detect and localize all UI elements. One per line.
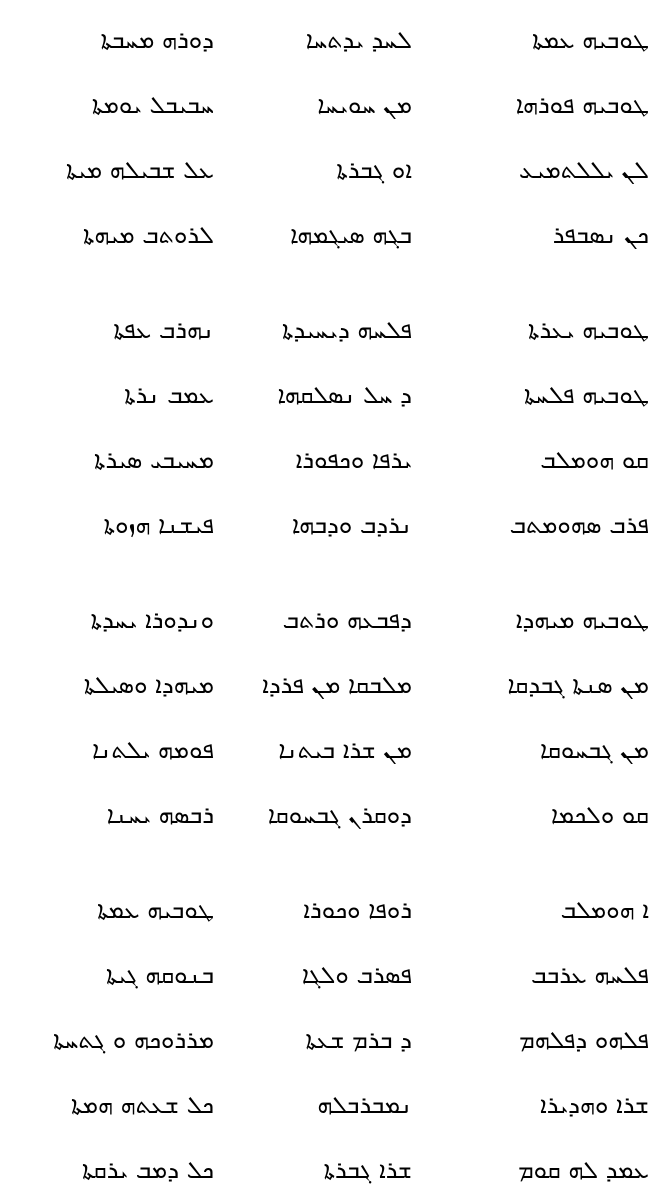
stanza-2 — [0, 298, 649, 558]
verse-segment-right: ܩܘ ܗܘܡܠܒ — [540, 447, 649, 474]
verse-row — [0, 298, 649, 363]
verse-segment-middle: ܕ ܚܠ ܢܣܠܩܗܐ — [277, 382, 412, 409]
verse-segment-middle: ܐܘ ܓܒܪܬܐ — [336, 157, 412, 184]
verse-segment-right: ܩܘ ܘܠܟܡܐ — [551, 802, 649, 829]
verse-segment-middle: ܒܓܗ ܣܝܓܡܗܐ — [290, 222, 412, 249]
verse-segment-right: ܦܠܚܗ ܥܪܒܒ — [530, 962, 649, 989]
verse-segment-right: ܡܢ ܣܢܬܐ ܓܒܕܩܐ — [507, 672, 649, 699]
verse-segment-right: ܛܘܒܝܗ ܦܠܚܬܐ — [524, 382, 649, 409]
verse-segment-left: ܥܠ ܫܒܝܠܗ ܡܝܬܐ — [65, 157, 214, 184]
verse-row — [0, 363, 649, 428]
verse-segment-left: ܢܗܪܒ ܥܦܬܐ — [113, 317, 214, 344]
stanza-4 — [0, 878, 649, 1200]
verse-segment-right: ܛܘܒܝܗ ܡܝܗܕܐ — [515, 607, 649, 634]
verse-segment-left: ܟܠ ܕܡܒ ܝܪܩܬܐ — [82, 1157, 214, 1184]
verse-segment-right: ܠܢ ܝܠܠܬܡܝܥ — [518, 157, 649, 184]
verse-segment-middle: ܫܪܐ ܓܒܪܬܐ — [323, 1157, 412, 1184]
verse-row — [0, 73, 649, 138]
verse-segment-left: ܠܪܘܬܒ ܡܝܗܬܐ — [82, 222, 214, 249]
verse-row — [0, 718, 649, 783]
verse-segment-left: ܛܘܒܝܗ ܥܡܬܐ — [97, 897, 214, 924]
verse-segment-left: ܦܝܫܢܐ ܗܙܘܬܐ — [103, 512, 214, 539]
verse-segment-right: ܦܠܗܘ ܕܦܠܗܡ — [519, 1027, 649, 1054]
verse-segment-middle: ܢܡܒܪܒܠܗ — [317, 1092, 412, 1119]
verse-segment-left: ܡܝܗܕܐ ܘܣܝܠܬܐ — [83, 672, 214, 699]
verse-segment-middle: ܕ ܒܪܡ ܫܥܬܐ — [305, 1027, 412, 1054]
verse-row — [0, 1138, 649, 1200]
verse-row — [0, 588, 649, 653]
verse-row — [0, 943, 649, 1008]
verse-segment-right: ܛܘܒܝܗ ܥܡܬܐ — [532, 27, 649, 54]
verse-segment-left: ܪܒܣܗ ܝܚܢܐ — [106, 802, 214, 829]
verse-segment-middle: ܡܢ ܚܘܝܚܐ — [317, 92, 412, 119]
stanza-1 — [0, 8, 649, 268]
verse-row — [0, 1073, 649, 1138]
verse-segment-middle: ܢܪܕܒ ܘܕܒܗܐ — [291, 512, 412, 539]
verse-segment-left: ܒܢܘܩܗ ܓܝܬܐ — [106, 962, 214, 989]
stanza-3 — [0, 588, 649, 848]
verse-segment-middle: ܠܚܕ ܝܕܬܚܐ — [305, 27, 412, 54]
verse-row — [0, 428, 649, 493]
verse-segment-right: ܫܪܐ ܘܗܕܝܪܐ — [539, 1092, 649, 1119]
verse-segment-middle: ܦܣܪܒ ܘܠܓܐ — [301, 962, 412, 989]
verse-segment-right: ܛܘܒܝܗ ܦܘܪܗܐ — [515, 92, 649, 119]
verse-row — [0, 138, 649, 203]
verse-segment-middle: ܡܢ ܫܪܐ ܒܝܬܢܐ — [278, 737, 412, 764]
verse-segment-right: ܦܪܒ ܣܗܘܡܬܒ — [509, 512, 649, 539]
verse-row — [0, 493, 649, 558]
verse-segment-left: ܚܒܝܒܠ ܝܘܡܬܐ — [91, 92, 214, 119]
verse-segment-middle: ܕܘܩܪܢ ܓܒܚܘܩܐ — [267, 802, 412, 829]
verse-row — [0, 8, 649, 73]
verse-segment-right: ܟܢ ܢܣܒܦܪ — [552, 222, 649, 249]
verse-segment-middle: ܝܪܦܐ ܘܟܦܘܪܐ — [295, 447, 412, 474]
verse-segment-left: ܡܚܝܒܝ ܣܝܪܬܐ — [94, 447, 214, 474]
verse-segment-left: ܟܠ ܫܥܬܗ ܗܡܬܐ — [70, 1092, 214, 1119]
verse-segment-right: ܡܢ ܓܒܚܘܩܐ — [540, 737, 649, 764]
verse-segment-middle: ܪܘܦܐ ܘܟܘܪܐ — [303, 897, 412, 924]
verse-row — [0, 1008, 649, 1073]
verse-row — [0, 203, 649, 268]
verse-row — [0, 653, 649, 718]
verse-segment-middle: ܦܠܚܗ ܕܝܚܝܕܬܐ — [282, 317, 412, 344]
verse-row — [0, 878, 649, 943]
verse-segment-middle: ܕܦܒܥܗ ܘܪܬܒ — [282, 607, 412, 634]
verse-segment-middle: ܡܠܒܩܐ ܡܢ ܦܪܕܐ — [262, 672, 412, 699]
verse-segment-right: ܐ ܗܘܡܠܒ — [560, 897, 649, 924]
verse-segment-right: ܛܘܒܝܗ ܝܥܪܬܐ — [527, 317, 649, 344]
verse-segment-left: ܡܪܪܘܟܗ ܘ ܓܬܚܬܐ — [53, 1027, 214, 1054]
verse-segment-left: ܘܢܕܘܪܐ ܝܚܕܬܐ — [90, 607, 214, 634]
verse-segment-left: ܥܡܒ ܢܪܬܐ — [124, 382, 214, 409]
verse-segment-right: ܥܡܕ ܠܗ ܩܘܡ — [518, 1157, 649, 1184]
verse-segment-left: ܕܘܪܗ ܡܚܒܬܐ — [100, 27, 214, 54]
verse-segment-left: ܦܘܡܗ ܝܠܬܢܐ — [92, 737, 214, 764]
verse-row — [0, 783, 649, 848]
